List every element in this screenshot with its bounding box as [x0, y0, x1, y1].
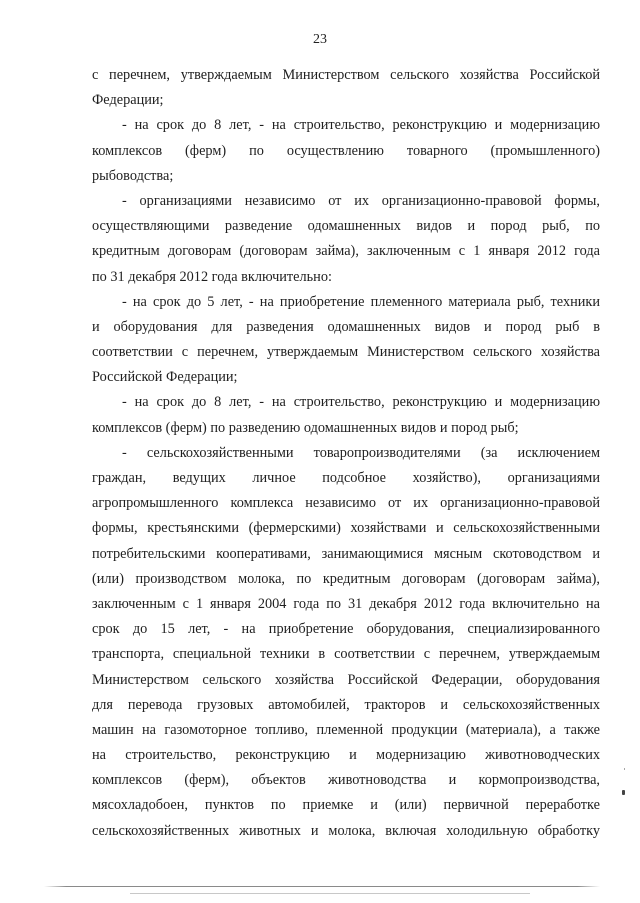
text-line: - сельскохозяйственными товаропроизводителями (за исключением — [122, 444, 600, 461]
text-line: машин на газомоторное топливо, племенной продукции (материала), а также — [92, 721, 600, 738]
text-line: - на срок до 5 лет, - на приобретение племенного материала рыб, техники — [122, 293, 600, 310]
text-line: Министерством сельского хозяйства Российской Федерации, оборудования — [92, 671, 600, 688]
text-line: комплексов (ферм), объектов животноводства и кормопроизводства, — [92, 772, 600, 789]
text-line: - на срок до 8 лет, - на строительство, реконструкцию и модернизацию — [122, 117, 600, 134]
text-line: (или) производством молока, по кредитным договорам (договорам займа), — [92, 570, 600, 587]
page-number: 23 — [313, 32, 327, 47]
text-line: осуществляющими разведение одомашненных видов и пород рыб, по — [92, 218, 600, 235]
text-line: срок до 15 лет, - на приобретение оборудования, специализированного — [92, 621, 600, 638]
text-line: на строительство, реконструкцию и модернизацию животноводческих — [92, 747, 600, 764]
text-line: транспорта, специальной техники в соответствии с перечнем, утверждаемым — [92, 646, 600, 663]
text-line: - организациями независимо от их организационно-правовой формы, — [122, 192, 600, 209]
scan-speck — [622, 790, 625, 795]
text-line: для перевода грузовых автомобилей, тракторов и сельскохозяйственных — [92, 696, 600, 713]
text-line: заключенным с 1 января 2004 года по 31 декабря 2012 года включительно на — [92, 595, 600, 612]
text-line: агропромышленного комплекса независимо от их организационно-правовой — [92, 495, 600, 512]
text-line: и оборудования для разведения одомашненных видов и пород рыб в — [92, 318, 600, 335]
text-line: соответствии с перечнем, утверждаемым Министерством сельского хозяйства — [92, 344, 600, 361]
scan-edge-line — [130, 893, 530, 894]
text-line: потребительскими кооперативами, занимающимися мясным скотоводством и — [92, 545, 600, 562]
text-line: - на срок до 8 лет, - на строительство, реконструкцию и модернизацию — [122, 394, 600, 411]
text-line: формы, крестьянскими (фермерскими) хозяйствами и сельскохозяйственными — [92, 520, 600, 537]
text-line: граждан, ведущих личное подсобное хозяйство), организациями — [92, 470, 600, 486]
text-line: комплексов (ферм) по осуществлению товарного (промышленного) — [92, 142, 600, 159]
body-text — [92, 63, 600, 844]
text-line: рыбоводства; — [92, 167, 174, 184]
text-line: кредитным договорам (договорам займа), заключенным с 1 января 2012 года — [92, 243, 600, 260]
scan-speck — [624, 768, 625, 770]
text-line: сельскохозяйственных животных и молока, включая холодильную обработку — [92, 822, 600, 839]
text-line: с перечнем, утверждаемым Министерством сельского хозяйства Российской — [92, 67, 600, 83]
text-line: Федерации; — [92, 92, 164, 109]
text-line: мясохладобоен, пунктов по приемке и (или) первичной переработке — [92, 797, 600, 814]
text-line: по 31 декабря 2012 года включительно: — [92, 268, 332, 285]
text-line: Российской Федерации; — [92, 369, 238, 386]
text-line: комплексов (ферм) по разведению одомашненных видов и пород рыб; — [92, 419, 519, 436]
scan-edge-line — [44, 886, 600, 887]
